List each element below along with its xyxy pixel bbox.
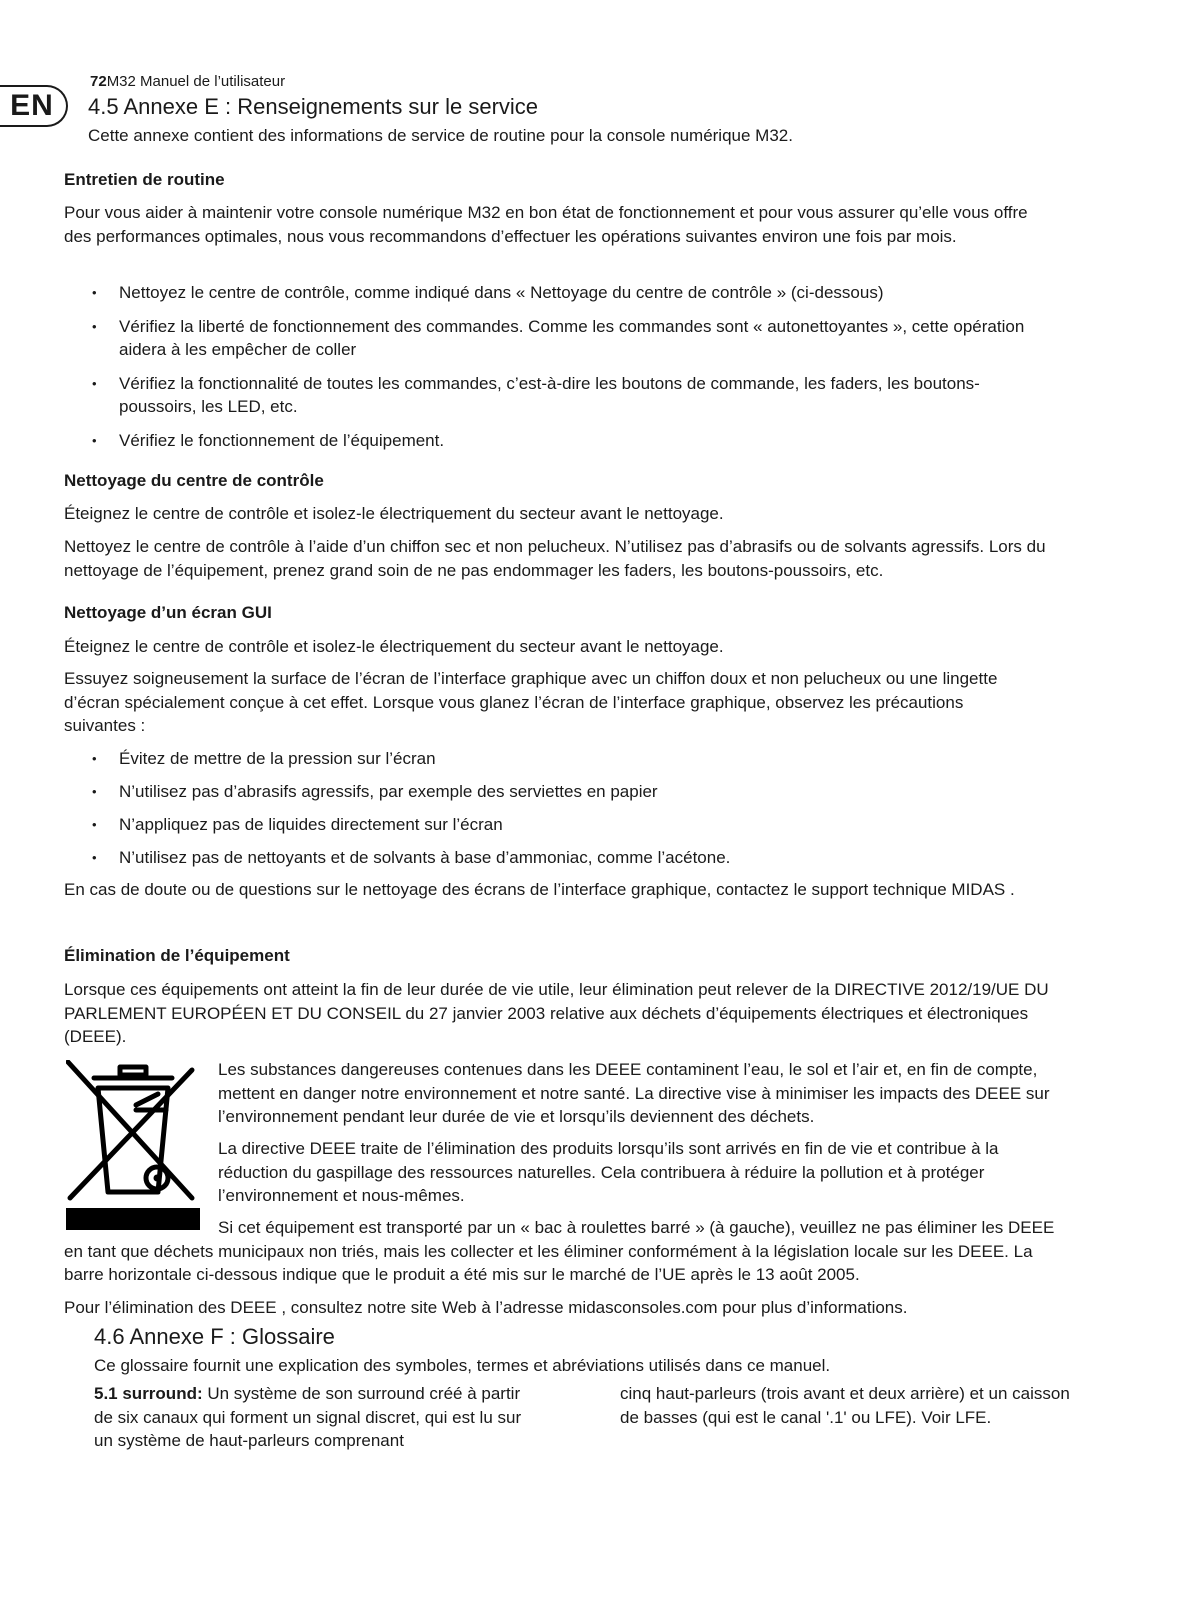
disposal-p2: Les substances dangereuses contenues dans les DEEE contaminent l’eau, le sol et l’air et, en fin de compte, mettent en danger notre environnement et notre santé. La directive vise à minimiser les impacts des DEEE sur l’environnement pendant leur durée de vie et lorsqu’ils deviennent des déchets. bbox=[218, 1060, 1050, 1126]
disposal-p1: Lorsque ces équipements ont atteint la fin de leur durée de vie utile, leur élimination peut relever de la DIRECTIVE 2012/19/UE DU PARLEMENT EUROPÉEN ET DU CONSEIL du 27 janvier 2003 relative aux déchets d’équipements électriques et électroniques (DEEE). bbox=[64, 980, 1049, 1046]
cleaning-control-p2: Nettoyez le centre de contrôle à l’aide d’un chiffon sec et non pelucheux. N’utilisez pas d’abrasifs ou de solvants agressifs. Lors du nettoyage de l’équipement, prenez grand soin de ne pas endommager les faders, les boutons-poussoirs, etc. bbox=[64, 537, 1046, 580]
list-item: • Vérifiez la fonctionnalité de toutes les commandes, c’est-à-dire les boutons de commande, les faders, les boutons-poussoirs, les LED, etc. bbox=[64, 372, 1049, 419]
list-item: • N’utilisez pas d’abrasifs agressifs, par exemple des serviettes en papier bbox=[64, 780, 1049, 804]
list-item: • N’utilisez pas de nettoyants et de solvants à base d’ammoniac, comme l’acétone. bbox=[64, 846, 1049, 870]
list-item: • Vérifiez la liberté de fonctionnement des commandes. Comme les commandes sont « autonettoyantes », cette opération aidera à les empêcher de coller bbox=[64, 315, 1049, 362]
glossary-definition-part1: Un système de son surround créé à partir de six canaux qui forment un signal discret, qui est lu sur un système de haut-parleurs comprenant bbox=[94, 1384, 522, 1450]
section-e-intro: Cette annexe contient des informations de service de routine pour la console numérique M32. bbox=[88, 126, 793, 145]
section-f-title: 4.6 Annexe F : Glossaire bbox=[94, 1324, 335, 1349]
cleaning-control-p1: Éteignez le centre de contrôle et isolez-le électriquement du secteur avant le nettoyage. bbox=[64, 504, 724, 523]
page-number: 72 bbox=[90, 73, 107, 90]
section-e-title: 4.5 Annexe E : Renseignements sur le service bbox=[88, 94, 539, 119]
section-f-intro: Ce glossaire fournit une explication des symboles, termes et abréviations utilisés dans ce manuel. bbox=[94, 1356, 831, 1375]
list-item: • Nettoyez le centre de contrôle, comme indiqué dans « Nettoyage du centre de contrôle » (ci-dessous) bbox=[64, 281, 1049, 305]
glossary-entry-col1 bbox=[94, 1382, 534, 1453]
list-item: • Vérifiez le fonctionnement de l’équipement. bbox=[64, 429, 1049, 453]
disposal-p5: Pour l’élimination des DEEE , consultez notre site Web à l’adresse midasconsoles.com pour plus d’informations. bbox=[64, 1298, 908, 1317]
gui-bullet-list bbox=[64, 747, 1049, 870]
page-header bbox=[90, 72, 285, 92]
cleaning-gui-p3: En cas de doute ou de questions sur le nettoyage des écrans de l’interface graphique, contactez le support technique MIDAS . bbox=[64, 880, 1015, 899]
routine-paragraph: Pour vous aider à maintenir votre console numérique M32 en bon état de fonctionnement et pour vous assurer qu’elle vous offre des performances optimales, nous vous recommandons d’effectuer les opérations suivantes environ une fois par mois. bbox=[64, 203, 1028, 246]
disposal-p4: Si cet équipement est transporté par un « bac à roulettes barré » (à gauche), veuillez ne pas éliminer les DEEE en tant que déchets municipaux non triés, mais les collecter et les éliminer conformément à la législation locale sur les DEEE. La barre horizontale ci-dessous indique que le produit a été mis sur le marché de l’UE après le 13 août 2005. bbox=[64, 1218, 1055, 1284]
cleaning-gui-heading: Nettoyage d’un écran GUI bbox=[64, 603, 272, 622]
manual-title: M32 Manuel de l’utilisateur bbox=[106, 73, 286, 90]
disposal-p3: La directive DEEE traite de l’élimination des produits lorsqu’ils sont arrivés en fin de vie et contribue à la réduction du gaspillage des ressources naturelles. Cela contribuera à réduire la pollution et à protéger l’environnement et nous-mêmes. bbox=[218, 1139, 999, 1205]
disposal-heading: Élimination de l’équipement bbox=[64, 946, 290, 965]
cleaning-gui-p2: Essuyez soigneusement la surface de l’écran de l’interface graphique avec un chiffon doux et non pelucheux ou une lingette d’écran spécialement conçue à cet effet. Lorsque vous glanez l’écran de l’interface graphique, observez les précautions suivantes : bbox=[64, 669, 998, 735]
language-tab: EN bbox=[0, 85, 68, 127]
glossary-term: 5.1 surround: bbox=[94, 1384, 203, 1403]
cleaning-control-heading: Nettoyage du centre de contrôle bbox=[64, 471, 324, 490]
list-item: • Évitez de mettre de la pression sur l’écran bbox=[64, 747, 1049, 771]
glossary-definition-part2: cinq haut-parleurs (trois avant et deux arrière) et un caisson de basses (qui est le canal '.1' ou LFE). Voir LFE. bbox=[620, 1384, 1070, 1427]
routine-bullet-list bbox=[64, 281, 1049, 452]
routine-heading: Entretien de routine bbox=[64, 170, 225, 189]
cleaning-gui-p1: Éteignez le centre de contrôle et isolez-le électriquement du secteur avant le nettoyage. bbox=[64, 637, 724, 656]
weee-crossed-bin-icon bbox=[66, 1060, 204, 1238]
list-item: • N’appliquez pas de liquides directement sur l’écran bbox=[64, 813, 1049, 837]
